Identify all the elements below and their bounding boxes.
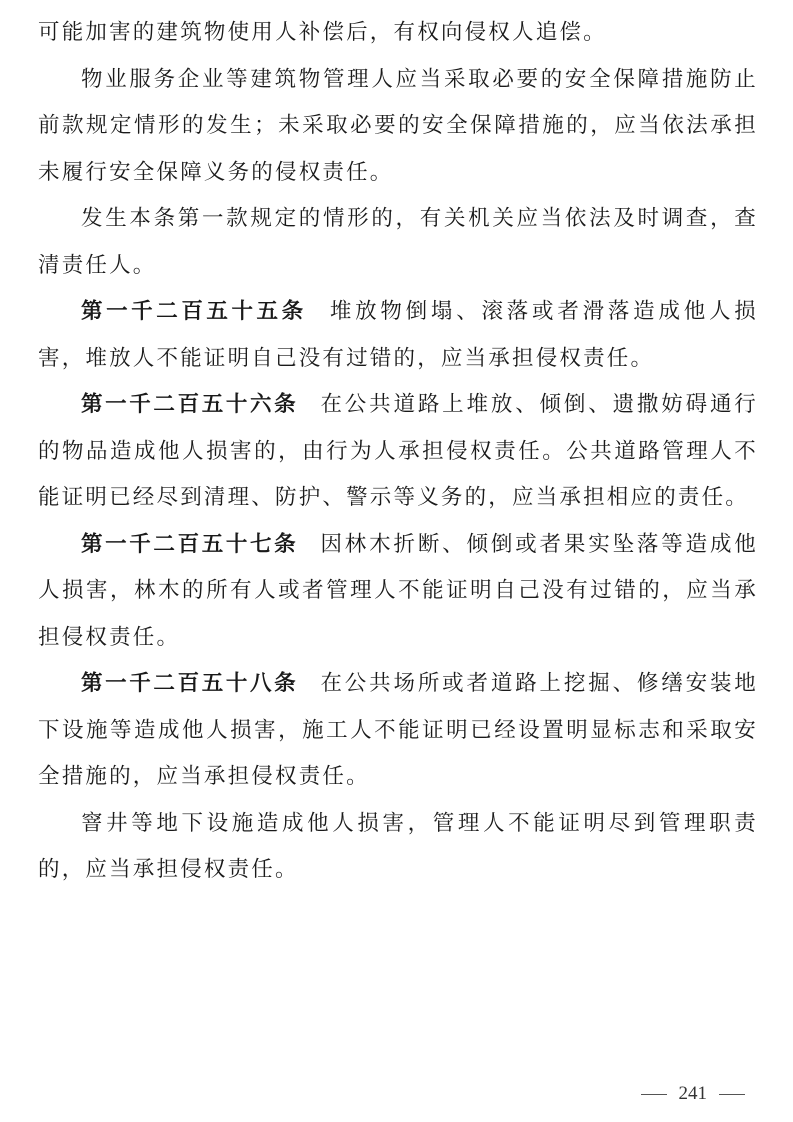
article-1256 [38, 382, 758, 522]
article-1255 [38, 289, 758, 382]
paragraph-authority-investigation: 发生本条第一款规定的情形的，有关机关应当依法及时调查，查清责任人。 [38, 206, 758, 278]
article-text: 因林木折断、倾倒或者果实坠落等造成他人损害，林木的所有人或者管理人不能证明自己没有过错的，应当承担侵权责任。 [38, 531, 758, 650]
article-1258 [38, 661, 758, 801]
article-text: 在公共场所或者道路上挖掘、修缮安装地下设施等造成他人损害，施工人不能证明已经设置明显标志和采取安全措施的，应当承担侵权责任。 [38, 671, 758, 789]
article-1257 [38, 522, 758, 662]
article-title: 第一千二百五十五条 [81, 299, 307, 324]
paragraph-manhole-liability: 窨井等地下设施造成他人损害，管理人不能证明尽到管理职责的，应当承担侵权责任。 [38, 810, 758, 882]
footer-dash-right [719, 1094, 745, 1095]
article-title: 第一千二百五十七条 [81, 531, 299, 557]
paragraph-property-manager-duty: 物业服务企业等建筑物管理人应当采取必要的安全保障措施防止前款规定情形的发生；未采取必要的安全保障措施的，应当依法承担未履行安全保障义务的侵权责任。 [38, 66, 758, 185]
article-text: 在公共道路上堆放、倾倒、遗撒妨碍通行的物品造成他人损害的，由行为人承担侵权责任。公共道路管理人不能证明已经尽到清理、防护、警示等义务的，应当承担相应的责任。 [38, 392, 758, 510]
document-body [38, 10, 758, 894]
page-footer [629, 1083, 758, 1105]
article-title: 第一千二百五十八条 [81, 671, 299, 696]
footer-dash-left [641, 1094, 667, 1095]
page-number: 241 [678, 1083, 707, 1104]
article-title: 第一千二百五十六条 [81, 392, 299, 417]
paragraph-continuation: 可能加害的建筑物使用人补偿后，有权向侵权人追偿。 [38, 20, 607, 45]
article-text: 堆放物倒塌、滚落或者滑落造成他人损害，堆放人不能证明自己没有过错的，应当承担侵权责任。 [38, 299, 758, 371]
